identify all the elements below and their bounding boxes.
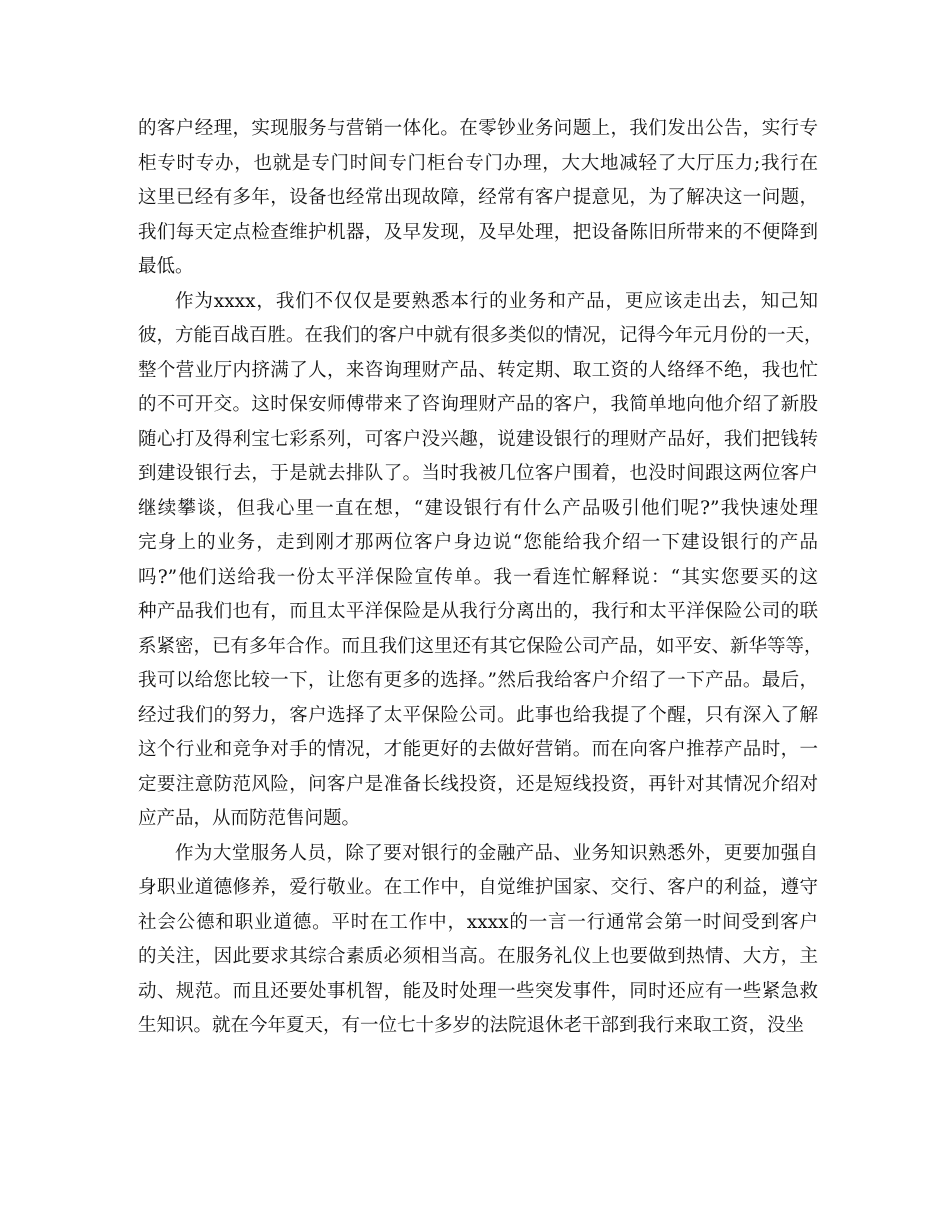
text-line: 整个营业厅内挤满了人，来咨询理财产品、转定期、取工资的人络绎不绝，我也忙 bbox=[138, 359, 818, 381]
text-line: 应产品，从而防范售问题。 bbox=[138, 808, 361, 829]
text-line: 种产品我们也有，而且太平洋保险是从我行分离出的，我行和太平洋保险公司的联 bbox=[138, 601, 818, 622]
text-line: 系紧密，已有多年合作。而且我们这里还有其它保险公司产品，如平安、新华等等， bbox=[138, 635, 823, 657]
text-line: 吗?”他们送给我一份太平洋保险宣传单。我一看连忙解释说：“其实您要买的这 bbox=[138, 566, 818, 588]
text-line: 身职业道德修养，爱行敬业。在工作中，自觉维护国家、交行、客户的利益，遵守 bbox=[138, 877, 818, 898]
document-body bbox=[138, 112, 823, 1044]
text-line: 我们每天定点检查维护机器，及早发现，及早处理，把设备陈旧所带来的不便降到 bbox=[138, 221, 818, 243]
text-line: 的关注，因此要求其综合素质必须相当高。在服务礼仪上也要做到热情、大方，主 bbox=[138, 946, 818, 967]
text-line: 的不可开交。这时保安师傅带来了咨询理财产品的客户，我简单地向他介绍了新股 bbox=[138, 394, 818, 415]
text-line: 继续攀谈，但我心里一直在想，“建设银行有什么产品吸引他们呢?”我快速处理 bbox=[138, 497, 818, 519]
text-line: 最低。 bbox=[138, 256, 194, 277]
text-line: 作为xxxx，我们不仅仅是要熟悉本行的业务和产品，更应该走出去，知己知 bbox=[175, 290, 818, 312]
text-line: 生知识。就在今年夏天，有一位七十多岁的法院退休老干部到我行来取工资，没坐 bbox=[138, 1015, 805, 1036]
paragraph bbox=[138, 112, 818, 285]
paragraph bbox=[138, 837, 818, 1044]
text-line: 经过我们的努力，客户选择了太平保险公司。此事也给我提了个醒，只有深入了解 bbox=[138, 704, 818, 726]
paragraph bbox=[138, 285, 823, 837]
text-line: 社会公德和职业道德。平时在工作中，xxxx的一言一行通常会第一时间受到客户 bbox=[138, 911, 818, 933]
text-line: 随心打及得利宝七彩系列，可客户没兴趣，说建设银行的理财产品好，我们把钱转 bbox=[138, 428, 818, 450]
text-line: 柜专时专办，也就是专门时间专门柜台专门办理，大大地减轻了大厅压力;我行在 bbox=[138, 152, 818, 174]
text-line: 这里已经有多年，设备也经常出现故障，经常有客户提意见，为了解决这一问题， bbox=[138, 187, 818, 208]
text-line: 的客户经理，实现服务与营销一体化。在零钞业务问题上，我们发出公告，实行专 bbox=[138, 118, 818, 139]
text-line: 到建设银行去，于是就去排队了。当时我被几位客户围着，也没时间跟这两位客户 bbox=[138, 463, 818, 484]
text-line: 作为大堂服务人员，除了要对银行的金融产品、业务知识熟悉外，更要加强自 bbox=[175, 842, 818, 864]
text-line: 完身上的业务，走到刚才那两位客户身边说“您能给我介绍一下建设银行的产品 bbox=[138, 532, 818, 553]
text-line: 定要注意防范风险，问客户是准备长线投资，还是短线投资，再针对其情况介绍对 bbox=[138, 773, 818, 795]
text-line: 动、规范。而且还要处事机智，能及时处理一些突发事件，同时还应有一些紧急救 bbox=[138, 980, 818, 1002]
text-line: 我可以给您比较一下，让您有更多的选择。”然后我给客户介绍了一下产品。最后， bbox=[138, 670, 818, 691]
text-line: 彼，方能百战百胜。在我们的客户中就有很多类似的情况，记得今年元月份的一天， bbox=[138, 325, 823, 346]
text-line: 这个行业和竞争对手的情况，才能更好的去做好营销。而在向客户推荐产品时，一 bbox=[138, 739, 818, 760]
